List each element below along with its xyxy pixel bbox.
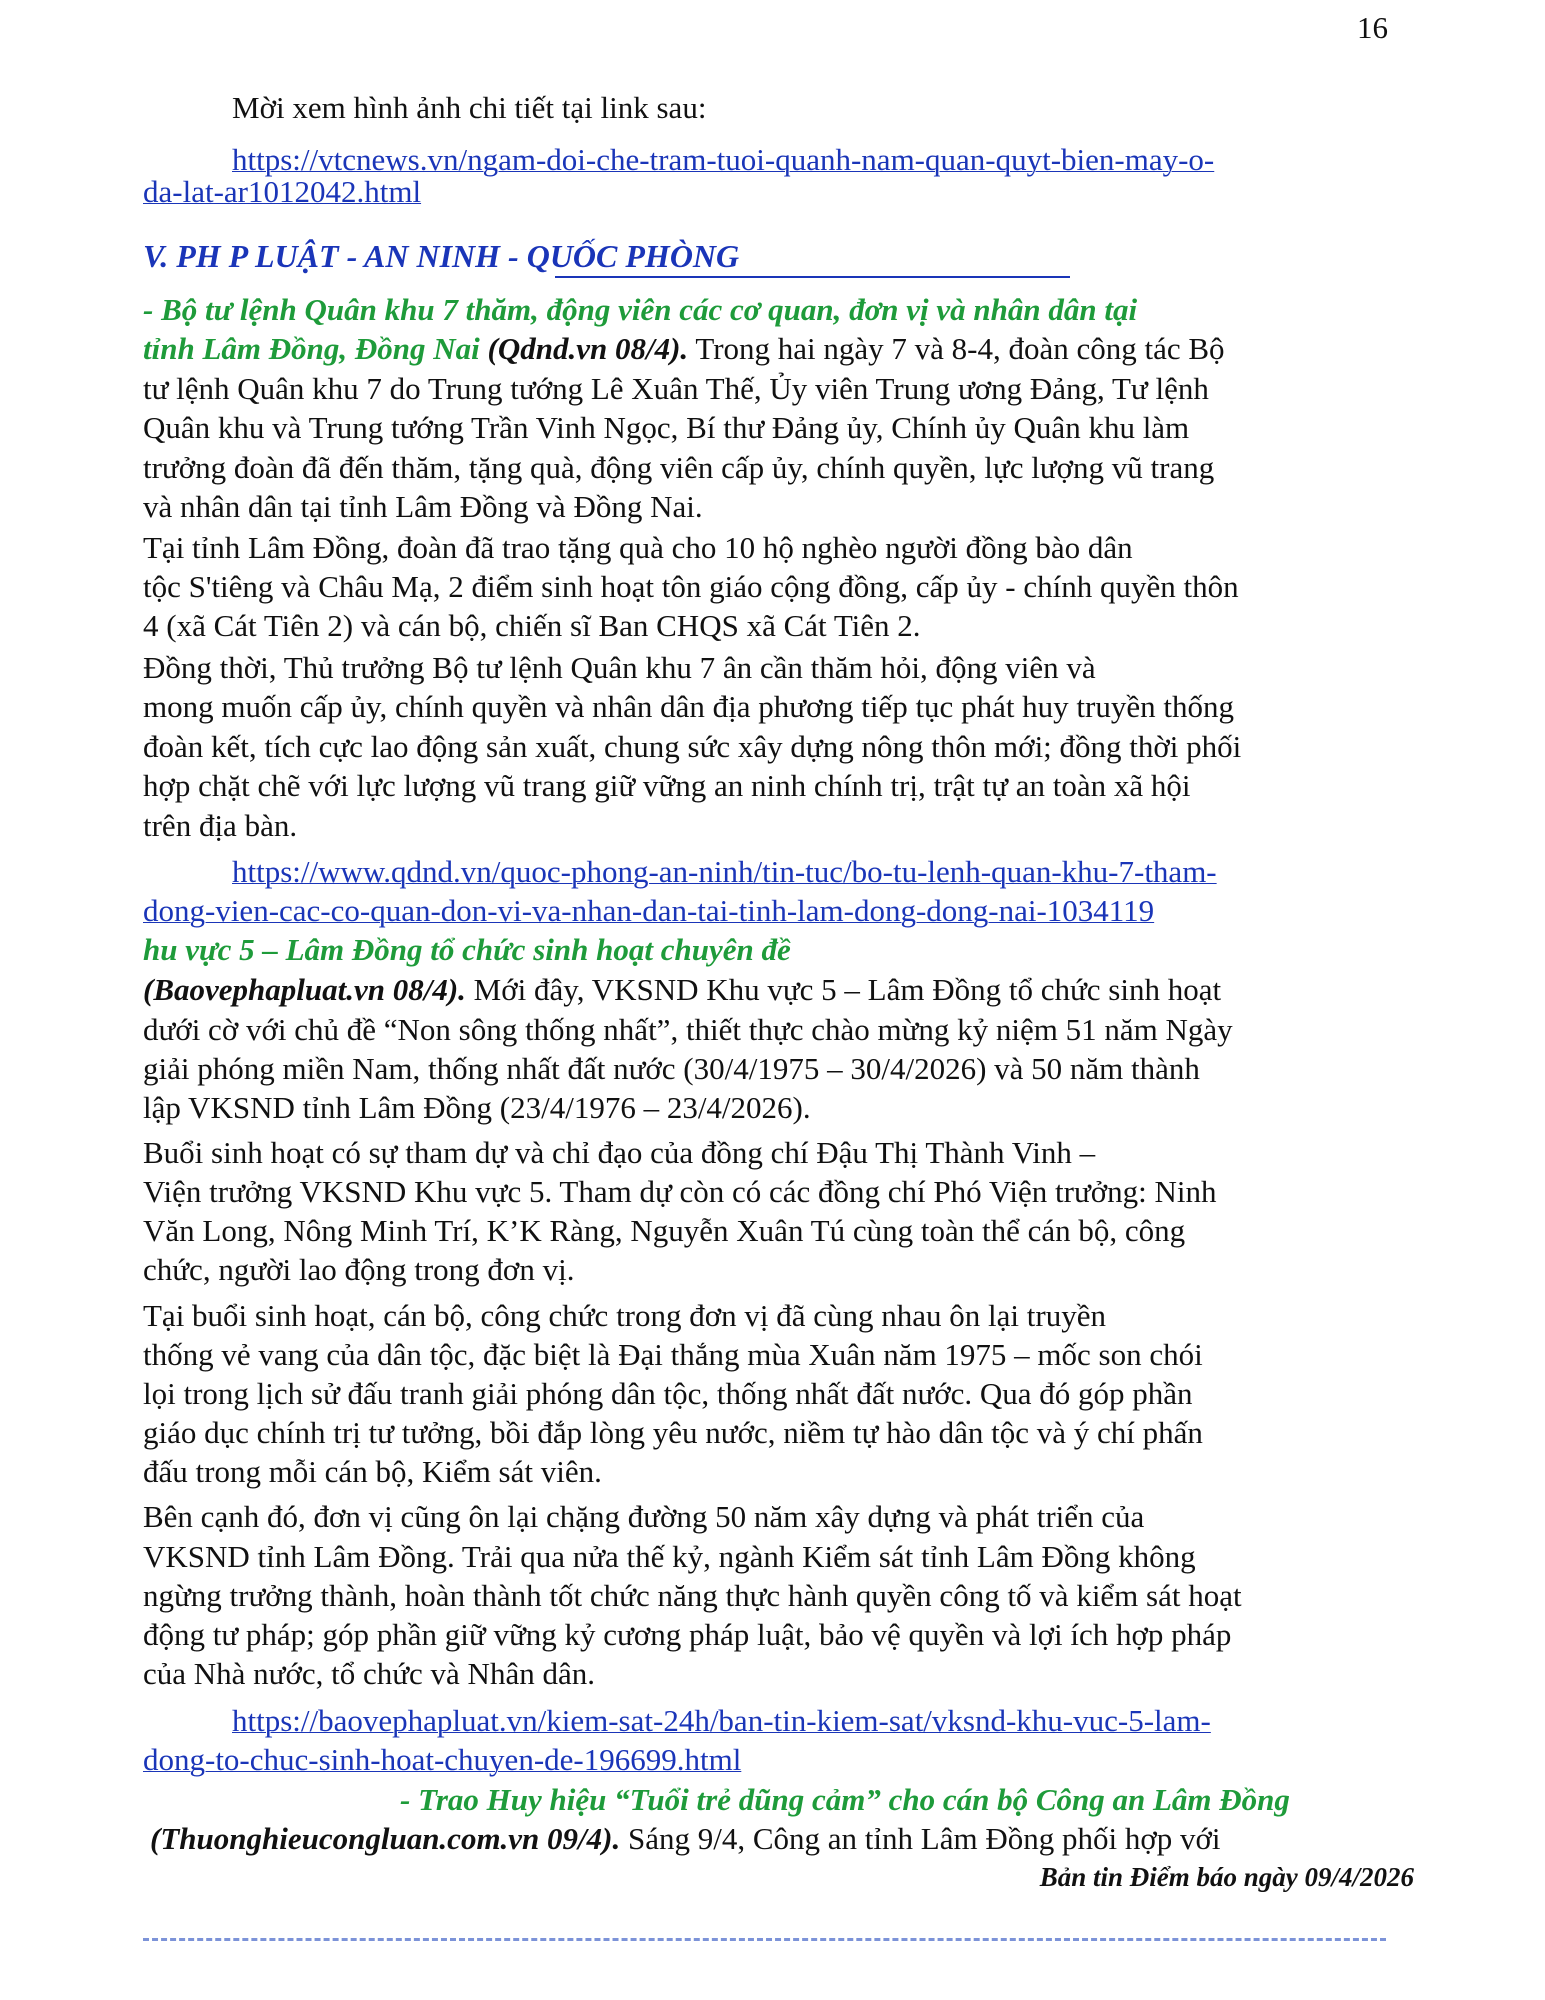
article1-body-line: Trong hai ngày 7 và 8-4, đoàn công tác Bộ <box>688 331 1225 366</box>
article2-body-line: giải phóng miền Nam, thống nhất đất nước (30/4/1975 – 30/4/2026) và 50 năm thành <box>143 1051 1200 1086</box>
article2-body-line: lập VKSND tỉnh Lâm Đồng (23/4/1976 – 23/4/2026). <box>143 1090 811 1125</box>
article3-source: (Thuonghieucongluan.com.vn 09/4). <box>150 1821 621 1856</box>
article1-body-line: trên địa bàn. <box>143 808 298 843</box>
article1-body-line: đoàn kết, tích cực lao động sản xuất, chung sức xây dựng nông thôn mới; đồng thời phối <box>143 729 1242 764</box>
article2-body-line: Bên cạnh đó, đơn vị cũng ôn lại chặng đường 50 năm xây dựng và phát triển của <box>143 1499 1145 1534</box>
see-more-text: Mời xem hình ảnh chi tiết tại link sau: <box>232 90 707 125</box>
page-number: 16 <box>1357 10 1388 45</box>
section-heading: V. PH P LUẬT - AN NINH - QUỐC PHÒNG <box>143 238 740 274</box>
article2-body-line: chức, người lao động trong đơn vị. <box>143 1252 575 1287</box>
article1-body-line: Đồng thời, Thủ trưởng Bộ tư lệnh Quân khu 7 ân cần thăm hỏi, động viên và <box>143 650 1096 685</box>
section-heading-underline <box>555 276 1070 278</box>
article2-body-line: lọi trong lịch sử đấu tranh giải phóng dân tộc, thống nhất đất nước. Qua đó góp phần <box>143 1376 1193 1411</box>
baovephapluat-link-line2[interactable]: dong-to-chuc-sinh-hoat-chuyen-de-196699.html <box>143 1742 742 1777</box>
article2-body-line: giáo dục chính trị tư tưởng, bồi đắp lòng yêu nước, niềm tự hào dân tộc và ý chí phấn <box>143 1415 1203 1450</box>
article1-body-line: 4 (xã Cát Tiên 2) và cán bộ, chiến sĩ Ban CHQS xã Cát Tiên 2. <box>143 608 921 643</box>
article2-body-line: ngừng trưởng thành, hoàn thành tốt chức năng thực hành quyền công tố và kiểm sát hoạt <box>143 1578 1242 1613</box>
article2-body-line: Mới đây, VKSND Khu vực 5 – Lâm Đồng tổ chức sinh hoạt <box>465 972 1222 1007</box>
article2-lead-line <box>143 970 1221 1010</box>
article1-title-line2: tỉnh Lâm Đồng, Đồng Nai <box>143 331 480 366</box>
article2-body-line: Tại buổi sinh hoạt, cán bộ, công chức trong đơn vị đã cùng nhau ôn lại truyền <box>143 1298 1106 1333</box>
article2-title: hu vực 5 – Lâm Đồng tổ chức sinh hoạt chuyên đề <box>143 932 791 967</box>
article2-body-line: động tư pháp; góp phần giữ vững kỷ cương pháp luật, bảo vệ quyền và lợi ích hợp pháp <box>143 1617 1232 1652</box>
article2-body-line: đấu trong mỗi cán bộ, Kiểm sát viên. <box>143 1454 602 1489</box>
qdnd-link-line1[interactable]: https://www.qdnd.vn/quoc-phong-an-ninh/tin-tuc/bo-tu-lenh-quan-khu-7-tham- <box>232 854 1217 889</box>
article1-body-line: mong muốn cấp ủy, chính quyền và nhân dân địa phương tiếp tục phát huy truyền thống <box>143 689 1234 724</box>
article2-body-line: Viện trưởng VKSND Khu vực 5. Tham dự còn có các đồng chí Phó Viện trưởng: Ninh <box>143 1174 1217 1209</box>
article3-title: - Trao Huy hiệu “Tuổi trẻ dũng cảm” cho cán bộ Công an Lâm Đồng <box>400 1782 1290 1817</box>
article1-lead-line <box>143 329 1225 369</box>
article1-body-line: hợp chặt chẽ với lực lượng vũ trang giữ vững an ninh chính trị, trật tự an toàn xã hội <box>143 768 1191 803</box>
article2-body-line: dưới cờ với chủ đề “Non sông thống nhất”, thiết thực chào mừng kỷ niệm 51 năm Ngày <box>143 1012 1233 1047</box>
article1-source: (Qdnd.vn 08/4). <box>487 331 689 366</box>
article1-body-line: Quân khu và Trung tướng Trần Vinh Ngọc, Bí thư Đảng ủy, Chính ủy Quân khu làm <box>143 410 1190 445</box>
article1-body-line: Tại tỉnh Lâm Đồng, đoàn đã trao tặng quà cho 10 hộ nghèo người đồng bào dân <box>143 530 1133 565</box>
qdnd-link-line2[interactable]: dong-vien-cac-co-quan-don-vi-va-nhan-dan-tai-tinh-lam-dong-dong-nai-1034119 <box>143 893 1155 928</box>
article1-body-line: tộc S'tiêng và Châu Mạ, 2 điểm sinh hoạt tôn giáo cộng đồng, cấp ủy - chính quyền thôn <box>143 569 1239 604</box>
article2-body-line: thống vẻ vang của dân tộc, đặc biệt là Đại thắng mùa Xuân năm 1975 – mốc son chói <box>143 1337 1203 1372</box>
article1-body-line: trưởng đoàn đã đến thăm, tặng quà, động viên cấp ủy, chính quyền, lực lượng vũ trang <box>143 450 1215 485</box>
article1-title-line1: - Bộ tư lệnh Quân khu 7 thăm, động viên các cơ quan, đơn vị và nhân dân tại <box>143 292 1138 327</box>
article3-lead-line <box>150 1819 1220 1859</box>
footer-dashed-rule <box>143 1938 1386 1941</box>
article2-source: (Baovephapluat.vn 08/4). <box>143 972 466 1007</box>
vtcnews-link-line1[interactable]: https://vtcnews.vn/ngam-doi-che-tram-tuoi-quanh-nam-quan-quyt-bien-may-o- <box>232 142 1215 177</box>
article2-body-line: của Nhà nước, tổ chức và Nhân dân. <box>143 1656 595 1691</box>
article1-body-line: và nhân dân tại tỉnh Lâm Đồng và Đồng Nai. <box>143 489 703 524</box>
vtcnews-link-line2[interactable]: da-lat-ar1012042.html <box>143 174 422 209</box>
article2-body-line: VKSND tỉnh Lâm Đồng. Trải qua nửa thế kỷ, ngành Kiểm sát tỉnh Lâm Đồng không <box>143 1539 1196 1574</box>
article3-body-start: Sáng 9/4, Công an tỉnh Lâm Đồng phối hợp với <box>620 1821 1221 1856</box>
article2-body-line: Văn Long, Nông Minh Trí, K’K Ràng, Nguyễn Xuân Tú cùng toàn thể cán bộ, công <box>143 1213 1186 1248</box>
baovephapluat-link-line1[interactable]: https://baovephapluat.vn/kiem-sat-24h/ban-tin-kiem-sat/vksnd-khu-vuc-5-lam- <box>232 1703 1211 1738</box>
footer-bulletin-date: Bản tin Điểm báo ngày 09/4/2026 <box>1039 1862 1414 1892</box>
article1-body-line: tư lệnh Quân khu 7 do Trung tướng Lê Xuân Thế, Ủy viên Trung ương Đảng, Tư lệnh <box>143 371 1209 406</box>
article2-body-line: Buổi sinh hoạt có sự tham dự và chỉ đạo của đồng chí Đậu Thị Thành Vinh – <box>143 1135 1096 1170</box>
